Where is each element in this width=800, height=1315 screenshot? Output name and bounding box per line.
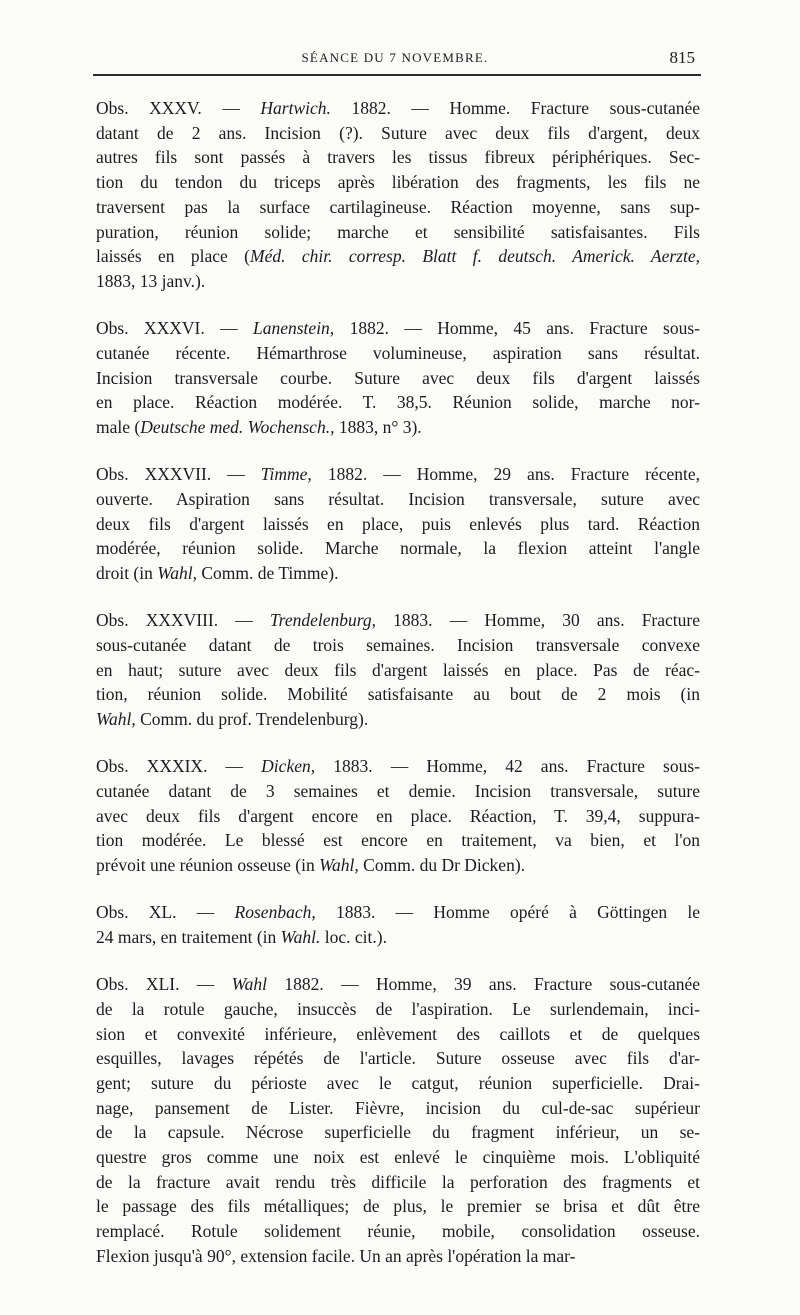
italic-reference: Wahl, — [157, 562, 197, 583]
text-segment: 1882. — Homme, 45 ans. Fracture sous- — [334, 318, 700, 339]
text-segment: de la rotule gauche, insuccès de l'aspiration. Le surlendemain, inci- — [96, 998, 700, 1019]
text-segment: laissés en place ( — [96, 246, 251, 267]
text-segment: le passage des fils métalliques; de plus, le premier se brisa et dût être — [96, 1196, 700, 1217]
text-line — [96, 316, 700, 341]
text-segment: tion du tendon du triceps après libération des fragments, les fils ne — [96, 172, 700, 193]
text-line — [96, 682, 700, 707]
observation-paragraph — [96, 462, 700, 586]
text-line — [96, 925, 700, 950]
italic-reference: Hartwich. — [260, 98, 331, 118]
text-segment: Obs. XXXVI. — — [96, 318, 253, 339]
text-line — [96, 121, 700, 146]
text-segment: Comm. du Dr Dicken). — [358, 854, 526, 875]
text-segment: droit (in — [96, 562, 158, 583]
text-segment: Comm. de Timme). — [196, 562, 339, 583]
text-line — [96, 512, 700, 537]
text-segment: cutanée datant de 3 semaines et demie. Incision transversale, suture — [96, 780, 700, 801]
text-segment: deux fils d'argent laissés en place, puis enlevés plus tard. Réaction — [96, 513, 700, 534]
text-segment: Flexion jusqu'à 90°, extension facile. Un an après l'opération la mar- — [96, 1245, 576, 1266]
text-line — [96, 462, 700, 487]
text-segment: sion et convexité inférieure, enlèvement des caillots et de quelques — [96, 1023, 700, 1044]
text-line — [96, 997, 700, 1022]
text-segment: questre gros comme une noix est enlevé le cinquième mois. L'obliquité — [96, 1147, 700, 1168]
text-line — [96, 1145, 700, 1170]
text-segment: 1883, 13 janv.). — [96, 270, 206, 291]
text-line — [96, 972, 700, 997]
text-segment: puration, réunion solide; marche et sensibilité satisfaisantes. Fils — [96, 221, 700, 242]
text-segment: sous-cutanée datant de trois semaines. Incision transversale convexe — [96, 634, 700, 655]
page-body — [96, 96, 700, 1291]
text-segment: en place. Réaction modérée. T. 38,5. Réunion solide, marche nor- — [96, 392, 700, 413]
text-segment: traversent pas la surface cartilagineuse. Réaction moyenne, sans sup- — [96, 196, 700, 217]
text-line — [96, 828, 700, 853]
text-segment: de la fracture avait rendu très difficile la perforation des fragments et — [96, 1171, 700, 1192]
text-segment: 1883, n° 3). — [334, 416, 422, 437]
text-segment: 1883. — Homme opéré à Göttingen le — [315, 902, 700, 923]
italic-reference: Trendelenburg, — [269, 610, 377, 631]
running-header — [93, 48, 697, 74]
text-segment: 1883. — Homme, 30 ans. Fracture — [376, 610, 701, 631]
italic-reference: Deutsche med. Wochensch., — [140, 416, 335, 437]
text-segment: male ( — [96, 416, 141, 437]
observation-paragraph — [96, 972, 700, 1268]
text-segment: cutanée récente. Hémarthrose volumineuse, aspiration sans résultat. — [96, 342, 700, 363]
header-rule — [93, 74, 701, 76]
text-line — [96, 170, 700, 195]
text-line — [96, 487, 700, 512]
text-segment: esquilles, lavages répétés de l'article. Suture osseuse avec fils d'ar- — [96, 1048, 700, 1069]
text-segment: 1882. — Homme, 29 ans. Fracture récente, — [311, 464, 700, 485]
text-line — [96, 633, 700, 658]
page-number: 815 — [669, 48, 695, 67]
text-line — [96, 754, 700, 779]
text-line — [96, 658, 700, 683]
text-line — [96, 145, 700, 170]
text-segment: de la capsule. Nécrose superficielle du fragment inférieur, un se- — [96, 1122, 700, 1143]
text-line — [96, 707, 700, 732]
italic-reference: Wahl, — [96, 708, 136, 729]
text-line — [96, 341, 700, 366]
text-line — [96, 804, 700, 829]
text-segment: autres fils sont passés à travers les tissus fibreux périphériques. Sec- — [96, 147, 700, 168]
text-segment: Obs. XXXV. — — [96, 98, 261, 118]
italic-reference: Dicken, — [261, 756, 316, 777]
text-segment: prévoit une réunion osseuse (in — [96, 854, 320, 875]
text-segment: Obs. XXXVII. — — [96, 464, 261, 485]
observation-paragraph — [96, 608, 700, 732]
observation-paragraph — [96, 754, 700, 878]
italic-reference: Wahl, — [319, 854, 359, 875]
text-line — [96, 900, 700, 925]
text-line — [96, 561, 700, 586]
text-segment: loc. cit.). — [320, 926, 387, 947]
text-line — [96, 608, 700, 633]
italic-reference: Timme, — [260, 464, 312, 485]
text-segment: 1883. — Homme, 42 ans. Fracture sous- — [315, 756, 700, 777]
italic-reference: Méd. chir. corresp. Blatt f. deutsch. Americk. Aerzte, — [250, 246, 700, 267]
text-segment: avec deux fils d'argent encore en place. Réaction, T. 39,4, suppura- — [96, 805, 700, 826]
italic-reference: Wahl. — [280, 926, 321, 947]
text-segment: Obs. XXXVIII. — — [96, 610, 270, 631]
text-line — [96, 1170, 700, 1195]
text-segment: en haut; suture avec deux fils d'argent laissés en place. Pas de réac- — [96, 659, 700, 680]
text-line — [96, 1244, 700, 1269]
observation-paragraph — [96, 900, 700, 949]
text-line — [96, 853, 700, 878]
text-line — [96, 1194, 700, 1219]
text-line — [96, 390, 700, 415]
text-segment: modérée, réunion solide. Marche normale, la flexion atteint l'angle — [96, 538, 700, 559]
text-segment: Obs. XLI. — — [96, 974, 232, 995]
text-line — [96, 779, 700, 804]
text-segment: Obs. XL. — — [96, 902, 235, 923]
text-segment: ouverte. Aspiration sans résultat. Incision transversale, suture avec — [96, 488, 700, 509]
text-segment: Comm. du prof. Trendelenburg). — [135, 708, 369, 729]
text-segment: gent; suture du périoste avec le catgut, réunion superficielle. Drai- — [96, 1072, 700, 1093]
text-line — [96, 415, 700, 440]
text-segment: tion, réunion solide. Mobilité satisfaisante au bout de 2 mois (in — [96, 684, 700, 705]
text-line — [96, 1219, 700, 1244]
text-line — [96, 1071, 700, 1096]
text-line — [96, 1096, 700, 1121]
text-line — [96, 96, 700, 121]
italic-reference: Lanenstein, — [253, 318, 335, 339]
text-segment: remplacé. Rotule solidement réunie, mobile, consolidation osseuse. — [96, 1221, 700, 1242]
text-segment: 1882. — Homme, 39 ans. Fracture sous-cutanée — [267, 974, 701, 995]
text-line — [96, 195, 700, 220]
italic-reference: Rosenbach, — [234, 902, 316, 923]
running-title: SÉANCE DU 7 NOVEMBRE. — [301, 50, 489, 65]
observation-paragraph — [96, 316, 700, 440]
text-segment: nage, pansement de Lister. Fièvre, incision du cul-de-sac supérieur — [96, 1097, 700, 1118]
text-segment: Obs. XXXIX. — — [96, 756, 262, 777]
text-segment: tion modérée. Le blessé est encore en traitement, va bien, et l'on — [96, 830, 700, 851]
text-line — [96, 1046, 700, 1071]
text-line — [96, 220, 700, 245]
text-line — [96, 1120, 700, 1145]
italic-reference: Wahl — [231, 974, 268, 995]
text-segment: Incision transversale courbe. Suture avec deux fils d'argent laissés — [96, 367, 700, 388]
text-segment: 24 mars, en traitement (in — [96, 926, 281, 947]
text-line — [96, 1022, 700, 1047]
text-line — [96, 269, 700, 294]
observation-paragraph — [96, 96, 700, 294]
text-line — [96, 366, 700, 391]
text-line — [96, 536, 700, 561]
text-segment: datant de 2 ans. Incision (?). Suture avec deux fils d'argent, deux — [96, 122, 700, 143]
text-segment: 1882. — Homme. Fracture sous-cutanée — [330, 98, 701, 118]
text-line — [96, 244, 700, 269]
